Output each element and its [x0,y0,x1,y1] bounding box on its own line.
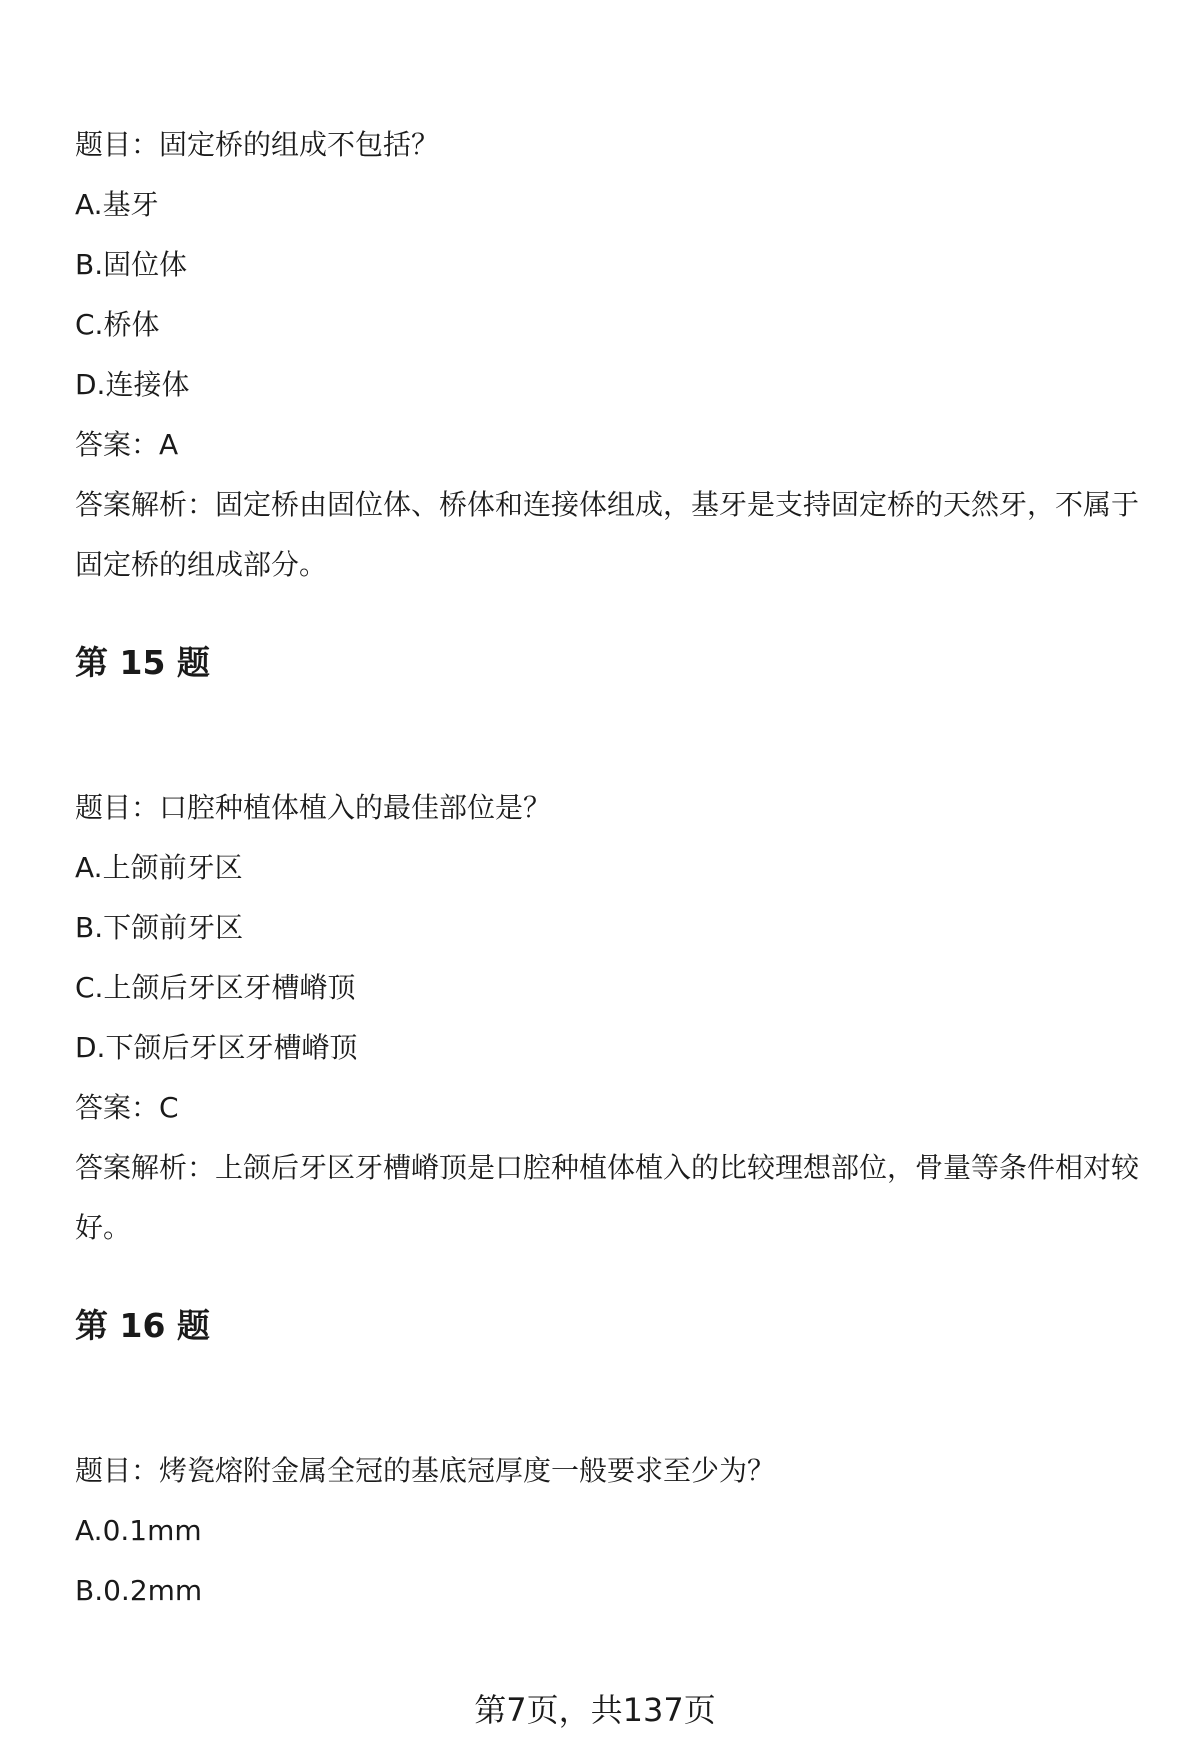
option-a: A.0.1mm [75,1514,202,1547]
answer-analysis: 答案解析：上颌后牙区牙槽嵴顶是口腔种植体植入的比较理想部位，骨量等条件相对较好。 [75,1151,1140,1244]
question-text: 题目：口腔种植体植入的最佳部位是？ [75,791,552,824]
option-c: C.桥体 [75,308,160,341]
answer: 答案：C [75,1091,179,1124]
question-text: 题目：固定桥的组成不包括？ [75,128,440,161]
option-a: A.上颌前牙区 [75,851,243,884]
option-d: D.连接体 [75,368,190,401]
question-text: 题目：烤瓷熔附金属全冠的基底冠厚度一般要求至少为？ [75,1454,776,1487]
option-b: B.固位体 [75,248,188,281]
question-heading: 第 16 题 [75,1306,210,1345]
answer-analysis: 答案解析：固定桥由固位体、桥体和连接体组成，基牙是支持固定桥的天然牙，不属于固定桥的组成部分。 [75,488,1140,581]
option-b: B.下颌前牙区 [75,911,244,944]
option-a: A.基牙 [75,188,159,221]
option-c: C.上颌后牙区牙槽嵴顶 [75,971,356,1004]
question-heading: 第 15 题 [75,643,210,682]
option-b: B.0.2mm [75,1574,203,1607]
answer: 答案：A [75,428,179,461]
option-d: D.下颌后牙区牙槽嵴顶 [75,1031,358,1064]
document-page [75,0,1165,1621]
page-number: 第7页，共137页 [474,1691,716,1729]
